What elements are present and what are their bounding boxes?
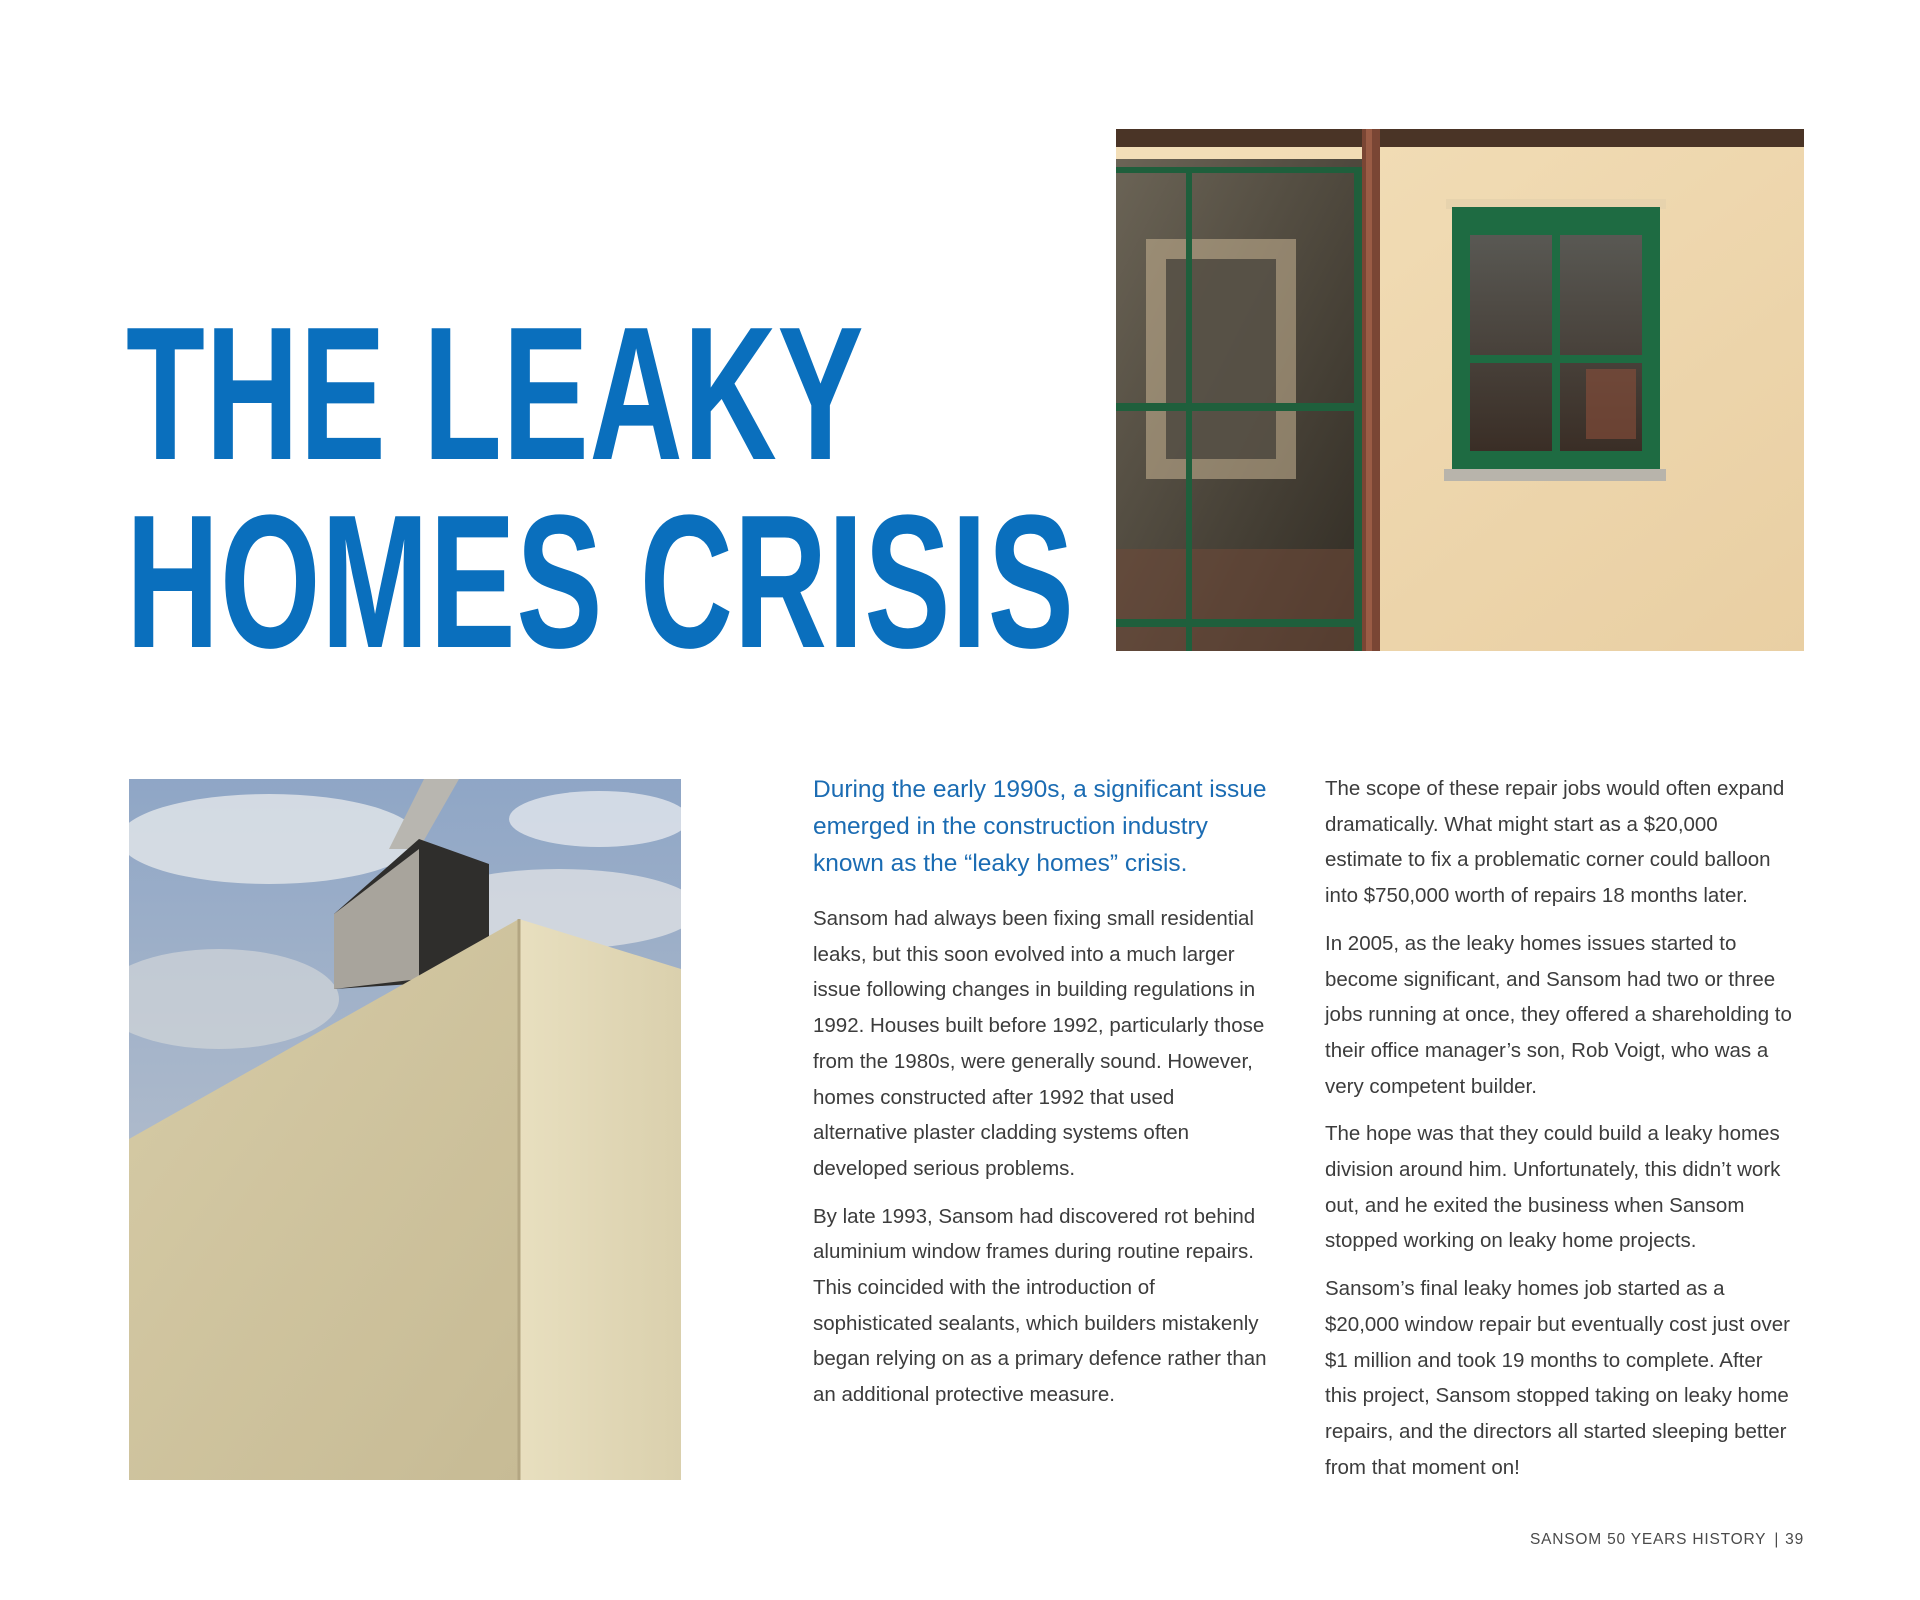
page-number: 39 [1785, 1531, 1804, 1548]
body-paragraph: By late 1993, Sansom had discovered rot behind aluminium window frames during routine repairs. This coincided with the introduction of sophisticated sealants, which builders mistakenly began relying on as a primary defence rather than an additional protective measure. [813, 1204, 1267, 1407]
plaster-wall-photo [129, 779, 681, 1480]
title-line-2: HOMES CRISIS [126, 476, 1075, 688]
footer-label: SANSOM 50 YEARS HISTORY [1529, 1531, 1767, 1548]
text-column-right [1325, 771, 1795, 1497]
body-paragraph: Sansom had always been fixing small residential leaks, but this soon evolved into a much larger issue following changes in building regulations in 1992. Houses built before 1992, particularly those from the 1980s, were generally sound. However, homes constructed after 1992 that used alternative plaster cladding systems often developed serious problems. [813, 907, 1265, 1180]
window-photo [1116, 129, 1804, 651]
body-paragraph: The hope was that they could build a leaky homes division around him. Unfortunately, this didn’t work out, and he exited the business when Sansom stopped working on leaky home projects. [1325, 1122, 1781, 1253]
footer-separator: | [1774, 1531, 1780, 1548]
body-paragraph: The scope of these repair jobs would often expand dramatically. What might start as a $20,000 estimate to fix a problematic corner could balloon into $750,000 worth of repairs 18 months later. [1325, 777, 1785, 908]
page-footer [1530, 1531, 1804, 1549]
lead-paragraph: During the early 1990s, a significant issue emerged in the construction industry known as the “leaky homes” crisis. [813, 776, 1267, 877]
title-line-1: THE LEAKY [126, 288, 865, 500]
window-photo-illustration [1116, 129, 1804, 651]
plaster-wall-illustration [129, 779, 681, 1480]
text-column-left [813, 771, 1273, 1425]
body-paragraph: In 2005, as the leaky homes issues started to become significant, and Sansom had two or three jobs running at once, they offered a shareholding to their office manager’s son, Rob Voigt, who was a very competent builder. [1325, 931, 1792, 1098]
body-paragraph: Sansom’s final leaky homes job started as a $20,000 window repair but eventually cost just over $1 million and took 19 months to complete. After this project, Sansom stopped taking on leaky home repairs, and the directors all started sleeping better from that moment on! [1325, 1277, 1790, 1479]
